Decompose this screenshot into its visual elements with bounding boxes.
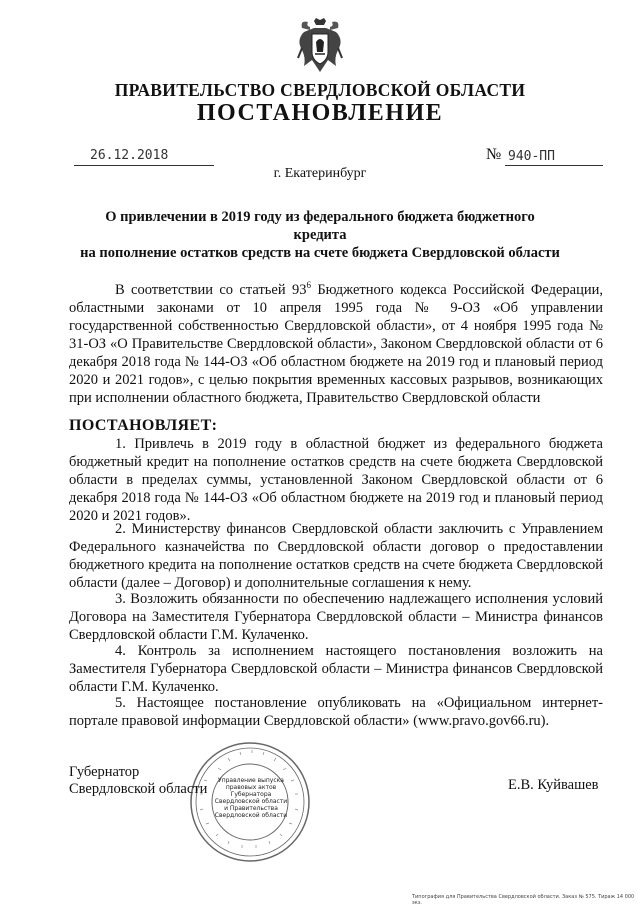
preamble-start: В соответствии со статьей 93 <box>115 281 307 298</box>
print-footer: Типография для Правительства Свердловской области. Заказ № 575. Тираж 14 000 экз. <box>412 894 635 906</box>
item-5: 5. Настоящее постановление опубликовать на «Официальном интернет-портале правовой информации Свердловской области» (www.pravo.gov66.ru). <box>69 695 603 729</box>
document-title <box>80 208 560 262</box>
sverdlovsk-coat-of-arms-icon <box>296 18 344 74</box>
document-date: 26.12.2018 <box>90 148 169 163</box>
position-line-2: Свердловской области <box>69 781 208 797</box>
item-1: 1. Привлечь в 2019 году в областной бюджет из федерального бюджета бюджетный кредит на пополнение остатков средств на счете бюджета Свердловской области в пределах суммы, установленной Законом Свердловской области от 6 декабря 2018 года № 144-ОЗ «Об областном бюджете на 2019 год и плановый период 2020 и 2021 годов». <box>69 436 603 524</box>
preamble-rest: Бюджетного кодекса Российской Федерации, областными законами от 10 апреля 1995 года № 9-ОЗ «Об управлении государственной собственностью Свердловской области», от 4 ноября 1995 года № 31-ОЗ «О Правительстве Свердловской области», Законом Свердловской области от 6 декабря 2018 года № 144-ОЗ «Об областном бюджете на 2019 год и плановый период 2020 и 2021 годов», с целью покрытия временных кассовых разрывов, возникающих при исполнении областного бюджета, Правительство Свердловской области <box>69 281 603 406</box>
signatory-position <box>69 764 207 798</box>
item-2: 2. Министерству финансов Свердловской области заключить с Управлением Федерального казначейства по Свердловской области договор о предоставлении бюджетного кредита на пополнение остатков средств на счете бюджета Свердловской области (далее – Договор) и дополнительные соглашения к нему. <box>69 521 603 591</box>
signatory-name: Е.В. Куйвашев <box>508 777 599 793</box>
decree-word: ПОСТАНОВЛЯЕТ: <box>69 417 218 434</box>
article-superscript: 6 <box>306 280 311 290</box>
preamble <box>69 276 603 407</box>
item-4: 4. Контроль за исполнением настоящего постановления возложить на Заместителя Губернатора Свердловской области – Министра финансов Свердловской области Г.М. Кулаченко. <box>69 643 603 695</box>
title-line-2: на пополнение остатков средств на счете бюджета Свердловской области <box>80 245 560 261</box>
document-number: 940-ПП <box>508 149 555 164</box>
item-3: 3. Возложить обязанности по обеспечению надлежащего исполнения условий Договора на Заместителя Губернатора Свердловской области – Министра финансов Свердловской области Г.М. Кулаченко. <box>69 591 603 643</box>
stamp-inner-text: Управление выпуска правовых актов Губернатора Свердловской области и Правительства Свердловской области <box>214 777 288 819</box>
number-sign: № <box>486 146 502 163</box>
position-line-1: Губернатор <box>69 764 140 780</box>
title-line-1: О привлечении в 2019 году из федерального бюджета бюджетного кредита <box>105 209 535 243</box>
organization-name: ПРАВИТЕЛЬСТВО СВЕРДЛОВСКОЙ ОБЛАСТИ <box>114 80 526 100</box>
document-type: ПОСТАНОВЛЕНИЕ <box>196 100 444 126</box>
city: г. Екатеринбург <box>273 166 367 181</box>
